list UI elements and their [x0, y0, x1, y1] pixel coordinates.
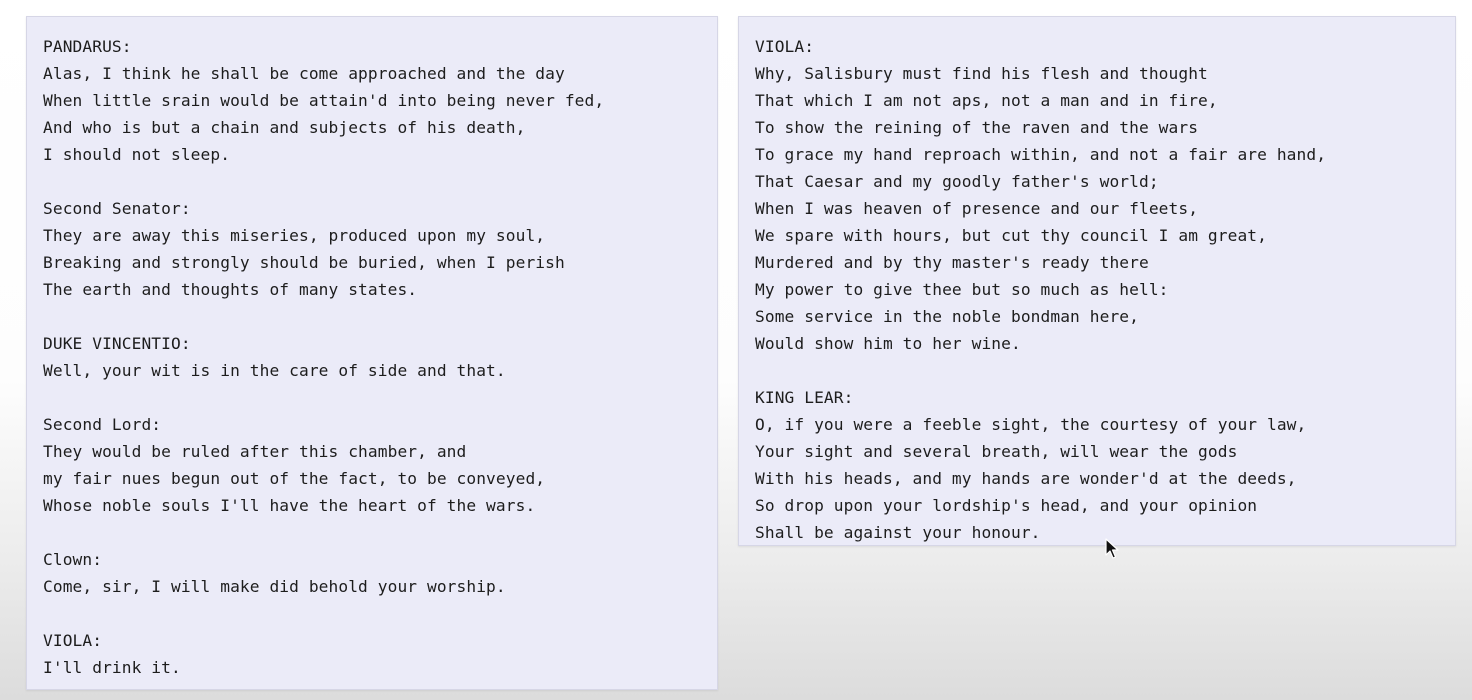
dialogue-line: I should not sleep.: [43, 145, 231, 164]
speaker-name: VIOLA:: [43, 631, 103, 650]
speaker-name: Second Lord:: [43, 415, 162, 434]
speaker-name: PANDARUS:: [43, 37, 132, 56]
speaker-name: Clown:: [43, 550, 103, 569]
dialogue-line: And who is but a chain and subjects of his death,: [43, 118, 526, 137]
dialogue-line: The earth and thoughts of many states.: [43, 280, 418, 299]
dialogue-line: Whose noble souls I'll have the heart of the wars.: [43, 496, 536, 515]
dialogue-line: To grace my hand reproach within, and not a fair are hand,: [755, 145, 1327, 164]
speaker-name: Second Senator:: [43, 199, 191, 218]
dialogue-line: That Caesar and my goodly father's world;: [755, 172, 1159, 191]
dialogue-block: [43, 33, 701, 168]
dialogue-line: Breaking and strongly should be buried, when I perish: [43, 253, 565, 272]
dialogue-line: When little srain would be attain'd into being never fed,: [43, 91, 605, 110]
dialogue-block: [43, 195, 701, 303]
dialogue-line: They would be ruled after this chamber, and: [43, 442, 467, 461]
dialogue-block: [43, 546, 701, 600]
text-sample-panel-right: [738, 16, 1456, 546]
dialogue-line: Why, Salisbury must find his flesh and thought: [755, 64, 1208, 83]
dialogue-line: They are away this miseries, produced upon my soul,: [43, 226, 546, 245]
speaker-name: VIOLA:: [755, 37, 815, 56]
dialogue-line: Alas, I think he shall be come approached and the day: [43, 64, 565, 83]
dialogue-block: [755, 384, 1439, 546]
dialogue-line: Would show him to her wine.: [755, 334, 1021, 353]
dialogue-line: Some service in the noble bondman here,: [755, 307, 1139, 326]
dialogue-line: Well, your wit is in the care of side and that.: [43, 361, 506, 380]
mouse-pointer-icon: [1105, 538, 1119, 560]
dialogue-line: O, if you were a feeble sight, the courtesy of your law,: [755, 415, 1307, 434]
dialogue-line: So drop upon your lordship's head, and your opinion: [755, 496, 1258, 515]
dialogue-block: [43, 627, 701, 681]
dialogue-line: Your sight and several breath, will wear the gods: [755, 442, 1238, 461]
text-sample-panel-left: [26, 16, 718, 690]
dialogue-line: To show the reining of the raven and the wars: [755, 118, 1199, 137]
dialogue-line: my fair nues begun out of the fact, to be conveyed,: [43, 469, 546, 488]
dialogue-line: With his heads, and my hands are wonder'd at the deeds,: [755, 469, 1297, 488]
dialogue-block: [755, 33, 1439, 357]
dialogue-line: When I was heaven of presence and our fleets,: [755, 199, 1199, 218]
dialogue-line: Murdered and by thy master's ready there: [755, 253, 1149, 272]
dialogue-block: [43, 330, 701, 384]
speaker-name: DUKE VINCENTIO:: [43, 334, 191, 353]
dialogue-block: [43, 411, 701, 519]
dialogue-line: Come, sir, I will make did behold your worship.: [43, 577, 506, 596]
dialogue-line: We spare with hours, but cut thy council I am great,: [755, 226, 1267, 245]
speaker-name: KING LEAR:: [755, 388, 854, 407]
dialogue-line: My power to give thee but so much as hell:: [755, 280, 1169, 299]
dialogue-line: I'll drink it.: [43, 658, 181, 677]
dialogue-line: That which I am not aps, not a man and in fire,: [755, 91, 1218, 110]
dialogue-line: Shall be against your honour.: [755, 523, 1041, 542]
